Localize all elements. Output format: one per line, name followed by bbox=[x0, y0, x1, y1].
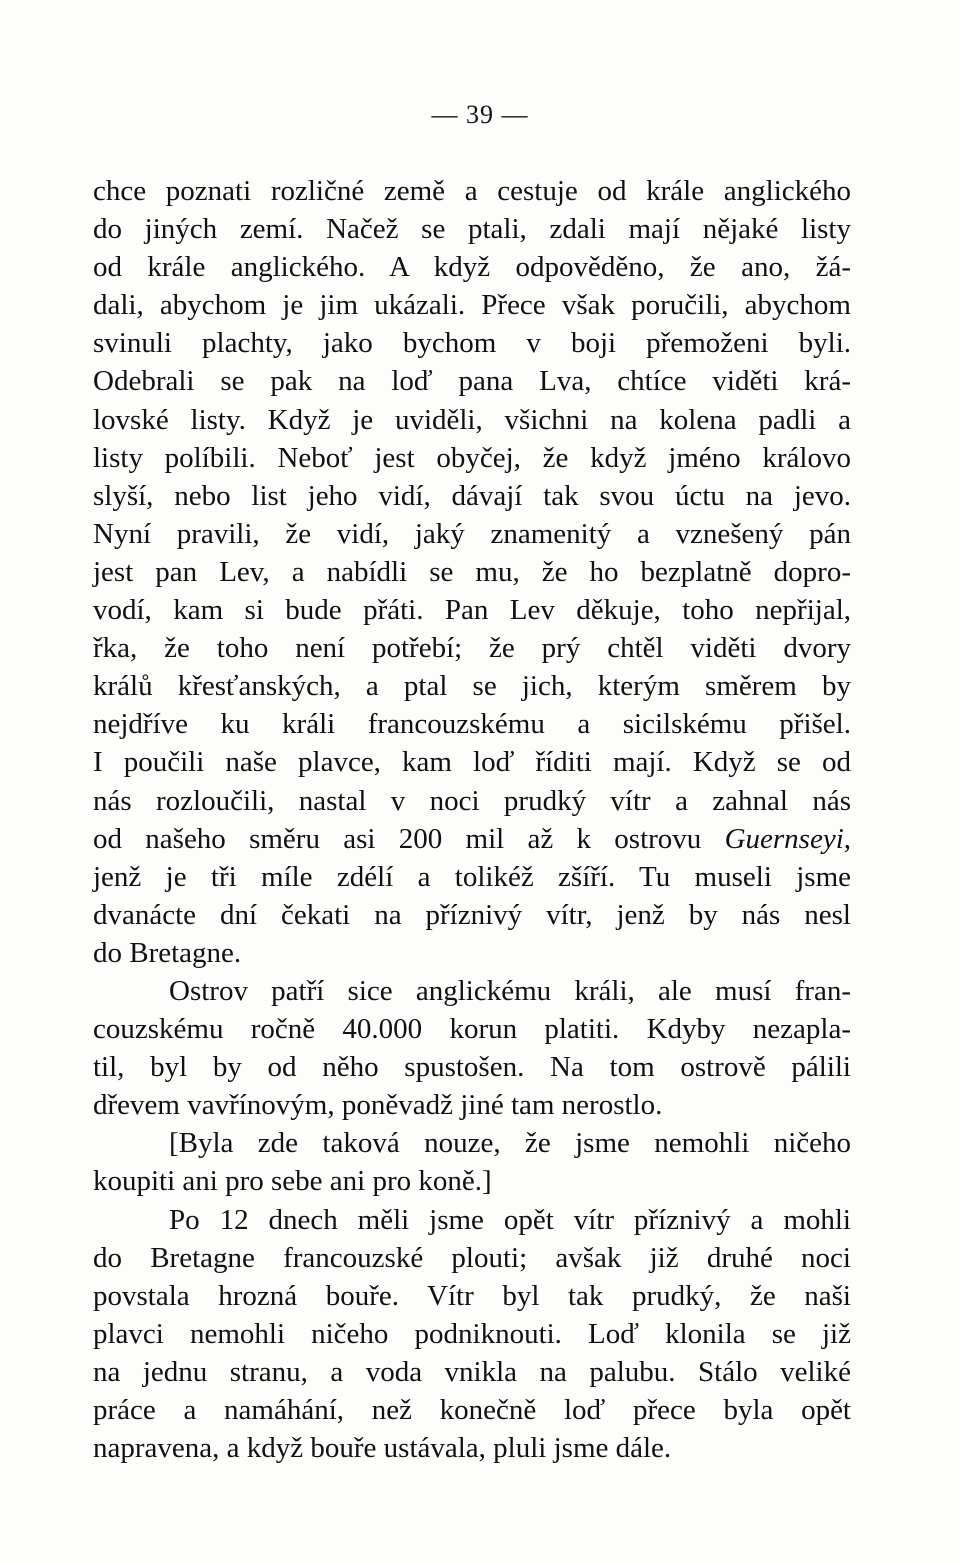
text-line: nás rozloučili, nastal v noci prudký vítr a zahnal nás bbox=[93, 784, 851, 817]
text-line: Nyní pravili, že vidí, jaký znamenitý a vznešený pán bbox=[93, 517, 851, 550]
text-line: lovské listy. Když je uviděli, všichni na kolena padli a bbox=[93, 403, 851, 436]
text-line: vodí, kam si bude přáti. Pan Lev děkuje, toho nepřijal, bbox=[93, 594, 851, 627]
text-line: I poučili naše plavce, kam loď říditi mají. Když se od bbox=[93, 746, 851, 779]
text-line: listy políbili. Neboť jest obyčej, že když jméno královo bbox=[93, 441, 851, 474]
text-line: na jednu stranu, a voda vnikla na palubu. Stálo veliké bbox=[93, 1355, 851, 1388]
text-line: jest pan Lev, a nabídli se mu, že ho bezplatně dopro- bbox=[93, 555, 851, 588]
text-line: dali, abychom je jim ukázali. Přece však poručili, abychom bbox=[93, 289, 851, 322]
text-line: chce poznati rozličné země a cestuje od krále anglického bbox=[93, 175, 851, 207]
text-line: [Byla zde taková nouze, že jsme nemohli ničeho bbox=[169, 1127, 851, 1160]
paragraph bbox=[93, 172, 851, 972]
text-line: králů křesťanských, a ptal se jich, kterým směrem by bbox=[93, 670, 851, 703]
text-line: od našeho směru asi 200 mil až k ostrovu Guernseyi, bbox=[93, 822, 851, 855]
paragraph bbox=[93, 1201, 851, 1468]
text-line: jenž je tři míle zdélí a tolikéž zšíří. Tu museli jsme bbox=[93, 860, 851, 893]
text-line: slyší, nebo list jeho vidí, dávají tak svou úctu na jevo. bbox=[93, 479, 851, 512]
page-number: — 39 — bbox=[431, 100, 529, 129]
text-line: Odebrali se pak na loď pana Lva, chtíce viděti krá- bbox=[93, 365, 851, 398]
text-line: do jiných zemí. Načež se ptali, zdali mají nějaké listy bbox=[93, 213, 851, 246]
text-line: dřevem vavřínovým, poněvadž jiné tam nerostlo. bbox=[93, 1089, 663, 1122]
text-line: Ostrov patří sice anglickému králi, ale musí fran- bbox=[169, 974, 851, 1007]
text-line: do Bretagne francouzské plouti; avšak již druhé noci bbox=[93, 1241, 851, 1274]
text-line: povstala hrozná bouře. Vítr byl tak prudký, že naši bbox=[93, 1279, 851, 1312]
text-line: Po 12 dnech měli jsme opět vítr příznivý a mohli bbox=[169, 1203, 851, 1236]
text-line: til, byl by od něho spustošen. Na tom ostrově pálili bbox=[93, 1051, 851, 1084]
text-line: dvanácte dní čekati na příznivý vítr, jenž by nás nesl bbox=[93, 898, 851, 931]
text-line: couzskému ročně 40.000 korun platiti. Kdyby nezapla- bbox=[93, 1013, 851, 1046]
text-line: práce a namáhání, než konečně loď přece byla opět bbox=[93, 1394, 851, 1426]
text-line: řka, že toho není potřebí; že prý chtěl viděti dvory bbox=[93, 632, 851, 665]
text-line: napravena, a když bouře ustávala, pluli jsme dále. bbox=[93, 1432, 672, 1465]
body-text bbox=[93, 172, 851, 1467]
text-line: plavci nemohli ničeho podniknouti. Loď klonila se již bbox=[93, 1317, 851, 1350]
text-line: koupiti ani pro sebe ani pro koně.] bbox=[93, 1165, 492, 1198]
text-line: svinuli plachty, jako bychom v boji přemoženi byli. bbox=[93, 327, 851, 360]
text-line: od krále anglického. A když odpověděno, že ano, žá- bbox=[93, 251, 851, 284]
text-line: do Bretagne. bbox=[93, 936, 242, 969]
paragraph bbox=[93, 972, 851, 1124]
paragraph bbox=[93, 1124, 851, 1200]
text-line: nejdříve ku králi francouzskému a sicilskému přišel. bbox=[93, 708, 851, 741]
